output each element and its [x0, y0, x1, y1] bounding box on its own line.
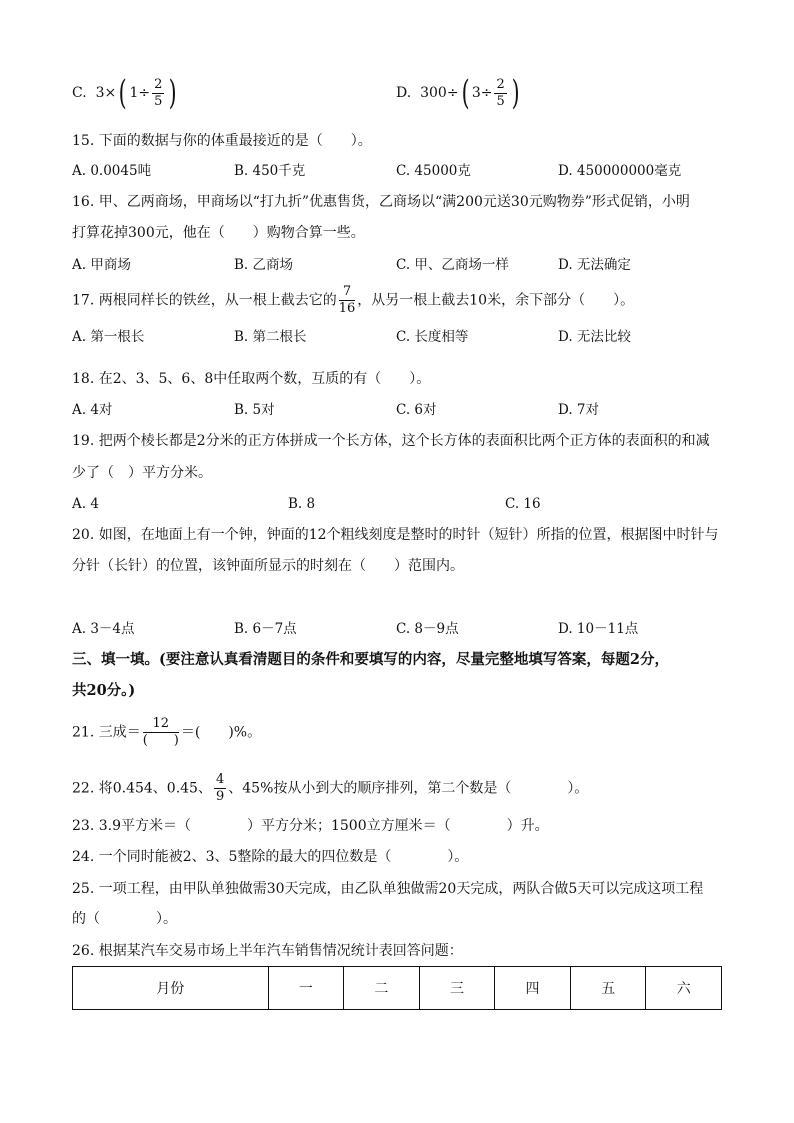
q19-stem-line1: 19. 把两个棱长都是2分米的正方体拼成一个长方体，这个长方体的表面积比两个正方体的表面积的和减	[72, 433, 710, 449]
q19-option-b: B. 8	[288, 496, 316, 512]
q26-stem: 26. 根据某汽车交易市场上半年汽车销售情况统计表回答问题：	[72, 943, 463, 959]
q18-stem: 18. 在2、3、5、6、8中任取两个数，互质的有（ ）。	[72, 371, 431, 387]
q14-option-d: D. 300÷( 3÷ $\frac{2}{5}$ )	[396, 73, 520, 113]
q15-stem: 15. 下面的数据与你的体重最接近的是（ ）。	[72, 133, 372, 149]
q16-option-d: D. 无法确定	[558, 257, 631, 273]
q14-option-c: C. 3×( 1÷ $\frac{2}{5}$ )	[72, 73, 178, 113]
q19-option-a: A. 4	[72, 496, 99, 512]
table-header-cell: 五	[570, 967, 646, 1010]
fraction: $\frac{2}{5}$	[496, 76, 505, 109]
q16-option-a: A. 甲商场	[72, 257, 131, 273]
q16-option-b: B. 乙商场	[234, 257, 294, 273]
q20-option-a: A. 3－4点	[72, 621, 135, 637]
table-row	[73, 967, 722, 1010]
q15-option-c: C. 45000克	[396, 163, 471, 179]
q17-option-b: B. 第二根长	[234, 329, 307, 345]
q21: 21. 三成＝ $\frac{12}{( )}$ ＝( )%。	[72, 716, 262, 748]
fraction: $\frac{12}{( )}$	[142, 716, 179, 748]
q15-option-b: B. 450千克	[234, 163, 306, 179]
q16-stem-line1: 16. 甲、乙两商场，甲商场以“打九折”优惠售货，乙商场以“满200元送30元购物券”形式促销，小明	[72, 194, 690, 210]
section3-heading-line2: 共20分。)	[72, 682, 136, 699]
q18-option-d: D. 7对	[558, 402, 600, 418]
section3-heading-line1: 三、填一填。(要注意认真看清题目的条件和要填写的内容，尽量完整地填写答案，每题2分，	[72, 651, 669, 668]
q25-line1: 25. 一项工程，由甲队单独做需30天完成，由乙队单独做需20天完成，两队合做5天可以完成这项工程	[72, 881, 704, 897]
q17-option-c: C. 长度相等	[396, 329, 469, 345]
right-paren: )	[511, 73, 520, 113]
sales-table	[72, 966, 722, 1010]
q15-option-a: A. 0.0045吨	[72, 163, 152, 179]
left-paren: (	[461, 73, 470, 113]
q19-option-c: C. 16	[505, 496, 541, 512]
table-header-cell: 六	[646, 967, 722, 1010]
q17-stem: 17. 两根同样长的铁丝，从一根上截去它的 $\frac{7}{16}$ ，从另一根上截去10米，余下部分（ ）。	[72, 284, 635, 316]
right-paren: )	[169, 73, 178, 113]
fraction: $\frac{4}{9}$	[215, 772, 225, 804]
q17-option-a: A. 第一根长	[72, 329, 145, 345]
table-header-cell: 三	[419, 967, 495, 1010]
q22: 22. 将0.454、0.45̇、 $\frac{4}{9}$ 、45%按从小到大的顺序排列，第二个数是（ ）。	[72, 772, 589, 804]
q15-option-d: D. 450000000毫克	[558, 163, 682, 179]
fraction: $\frac{2}{5}$	[154, 76, 163, 109]
q20-stem-line2: 分针（长针）的位置，该钟面所显示的时刻在（ ）范围内。	[72, 558, 464, 574]
q16-stem-line2: 打算花掉300元，他在（ ）购物合算一些。	[72, 225, 365, 241]
q20-option-c: C. 8－9点	[396, 621, 459, 637]
q20-stem-line1: 20. 如图，在地面上有一个钟，钟面的12个粗线刻度是整时的时针（短针）所指的位置，根据图中时针与	[72, 527, 719, 543]
table-header-cell: 月份	[73, 967, 269, 1010]
q25-line2: 的（ ）。	[72, 911, 177, 927]
repeating-decimal: 0.45̇	[166, 780, 198, 797]
q19-stem-line2: 少了（ ）平方分米。	[72, 465, 212, 481]
table-header-cell: 四	[495, 967, 571, 1010]
fraction: $\frac{7}{16}$	[338, 284, 356, 316]
q18-option-b: B. 5对	[234, 402, 275, 418]
q17-option-d: D. 无法比较	[558, 329, 631, 345]
q20-option-b: B. 6－7点	[234, 621, 297, 637]
q24: 24. 一个同时能被2、3、5整除的最大的四位数是（ ）。	[72, 849, 469, 865]
left-paren: (	[118, 73, 127, 113]
table-header-cell: 二	[344, 967, 420, 1010]
q20-option-d: D. 10－11点	[558, 621, 639, 637]
q18-option-a: A. 4对	[72, 402, 113, 418]
q23: 23. 3.9平方米＝（ ）平方分米；1500立方厘米＝（ ）升。	[72, 818, 549, 834]
table-header-cell: 一	[268, 967, 344, 1010]
q18-option-c: C. 6对	[396, 402, 437, 418]
q16-option-c: C. 甲、乙商场一样	[396, 257, 509, 273]
